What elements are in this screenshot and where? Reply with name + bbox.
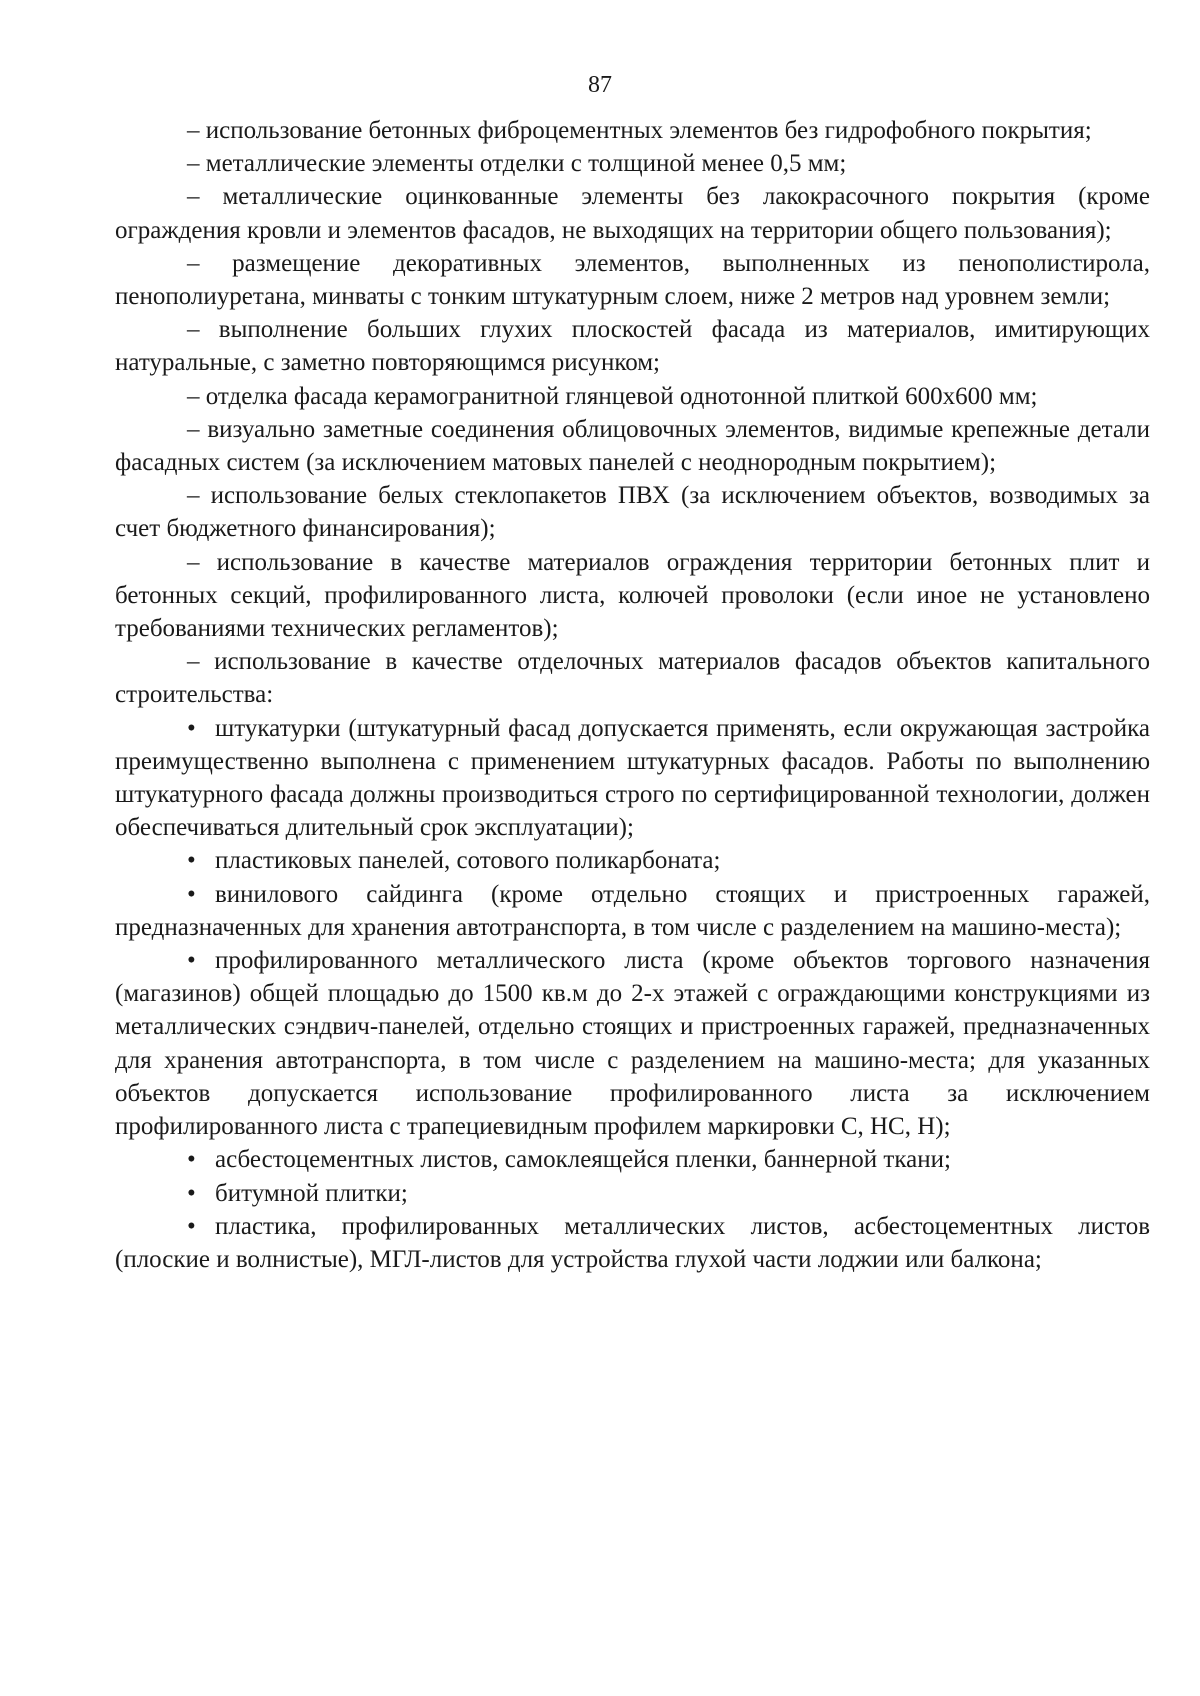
bullet-text: пластика, профилированных металлических листов, асбестоцементных листов (плоские и волнистые), МГЛ-листов для устройства глухой части лоджии или балкона; bbox=[115, 1212, 1150, 1273]
bullet-item bbox=[115, 844, 1150, 877]
bullet-icon: • bbox=[187, 714, 196, 742]
bullet-text: асбестоцементных листов, самоклеящейся пленки, баннерной ткани; bbox=[215, 1146, 951, 1174]
bullet-item bbox=[115, 1210, 1150, 1276]
page-number: 87 bbox=[588, 72, 612, 98]
list-item: – использование белых стеклопакетов ПВХ (за исключением объектов, возводимых за счет бюджетного финансирования); bbox=[115, 482, 1150, 543]
bullet-item bbox=[115, 712, 1150, 845]
bullet-icon: • bbox=[187, 1146, 196, 1174]
list-item: – использование бетонных фиброцементных элементов без гидрофобного покрытия; bbox=[187, 117, 1092, 144]
bullet-text: винилового сайдинга (кроме отдельно стоящих и пристроенных гаражей, предназначенных для хранения автотранспорта, в том числе с разделением на машино-места); bbox=[115, 880, 1150, 941]
bullet-text: битумной плитки; bbox=[215, 1179, 408, 1207]
bullet-icon: • bbox=[187, 847, 196, 875]
list-item: – металлические элементы отделки с толщиной менее 0,5 мм; bbox=[187, 150, 847, 178]
list-item: – отделка фасада керамогранитной глянцевой однотонной плиткой 600х600 мм; bbox=[187, 382, 1038, 410]
list-item: – использование в качестве отделочных материалов фасадов объектов капитального строительства: bbox=[115, 648, 1150, 709]
list-item: – размещение декоративных элементов, выполненных из пенополистирола, пенополиуретана, минваты с тонким штукатурным слоем, ниже 2 метров над уровнем земли; bbox=[115, 249, 1150, 311]
bullet-icon: • bbox=[187, 947, 196, 975]
list-item: – выполнение больших глухих плоскостей фасада из материалов, имитирующих натуральные, с заметно повторяющимся рисунком; bbox=[115, 316, 1150, 377]
list-item: – визуально заметные соединения облицовочных элементов, видимые крепежные детали фасадных систем (за исключением матовых панелей с неоднородным покрытием); bbox=[115, 415, 1150, 477]
bullet-text: пластиковых панелей, сотового поликарбоната; bbox=[215, 847, 721, 875]
bullet-text: профилированного металлического листа (кроме объектов торгового назначения (магазинов) общей площадью до 1500 кв.м до 2-х этажей с ограждающими конструкциями из металлических сэндвич-панелей, отдельно стоящих и пристроенных гаражей, предназначенных для хранения автотранспорта, в том числе с разделением на машино-места; для указанных объектов допускается использование профилированного листа за исключением профилированного листа с трапециевидным профилем маркировки С, НС, Н); bbox=[115, 947, 1150, 1141]
bullet-item bbox=[115, 1177, 1150, 1210]
bullet-icon: • bbox=[187, 1179, 196, 1207]
list-item: – металлические оцинкованные элементы без лакокрасочного покрытия (кроме ограждения кровли и элементов фасадов, не выходящих на территории общего пользования); bbox=[115, 183, 1150, 244]
list-item: – использование в качестве материалов ограждения территории бетонных плит и бетонных секций, профилированного листа, колючей проволоки (если иное не установлено требованиями технических регламентов); bbox=[115, 548, 1150, 643]
bullet-item bbox=[115, 944, 1150, 1143]
bullet-icon: • bbox=[187, 1212, 196, 1240]
bullet-icon: • bbox=[187, 880, 196, 908]
bullet-text: штукатурки (штукатурный фасад допускается применять, если окружающая застройка преимущественно выполнена с применением штукатурных фасадов. Работы по выполнению штукатурного фасада должны производиться строго по сертифицированной технологии, должен обеспечиваться длительный срок эксплуатации); bbox=[115, 714, 1150, 842]
bullet-item bbox=[115, 878, 1150, 944]
bullet-item bbox=[115, 1143, 1150, 1176]
document-body bbox=[115, 114, 1150, 1276]
